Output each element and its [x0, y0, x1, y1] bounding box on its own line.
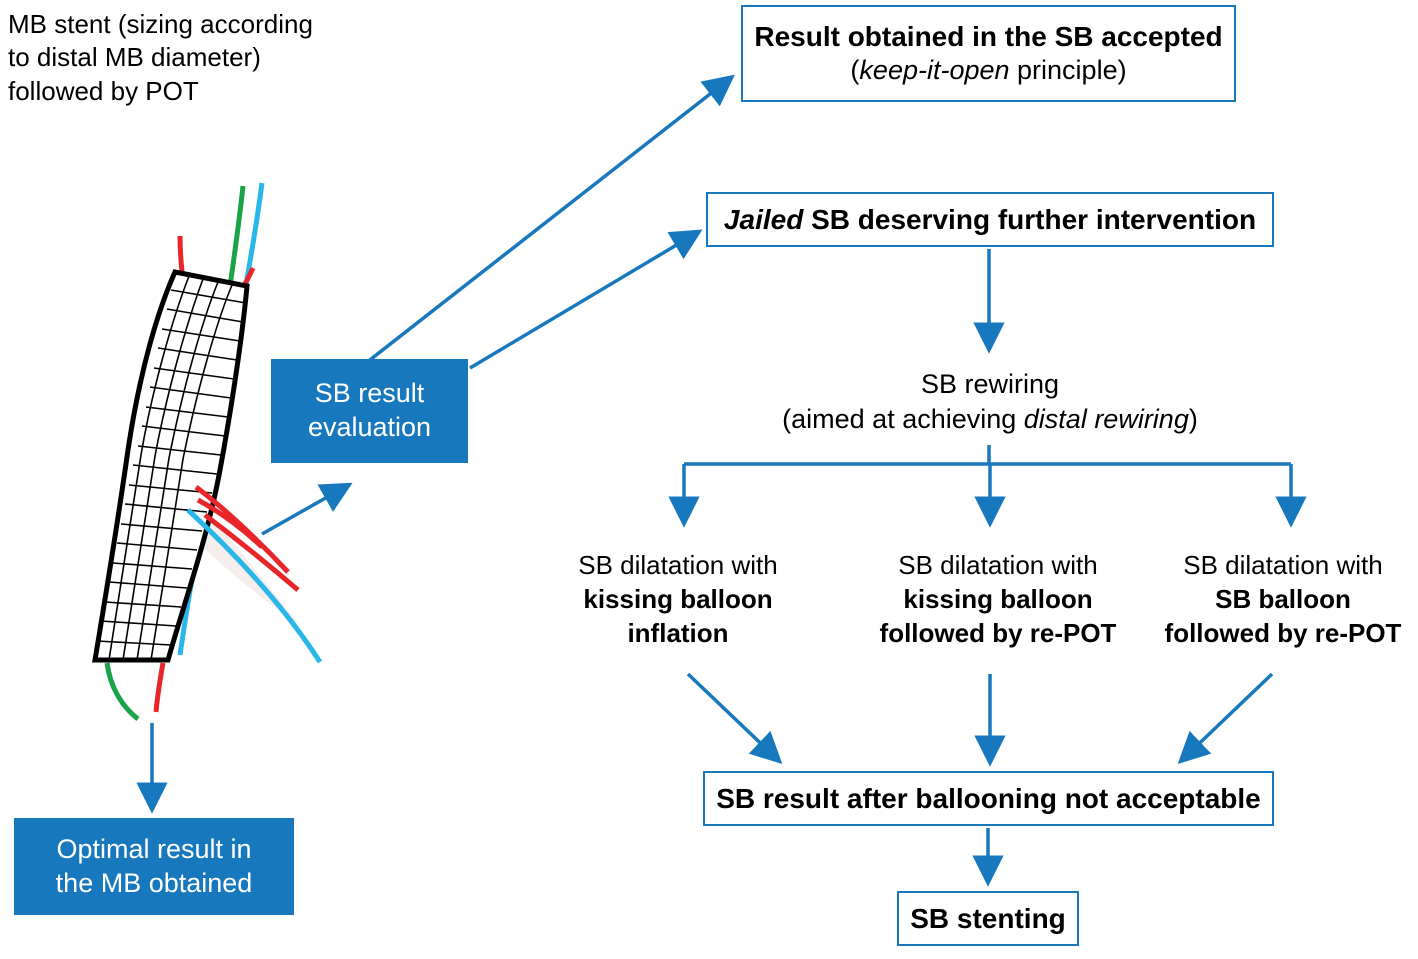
caption-line-3: followed by POT	[8, 75, 199, 106]
stent-mesh-horizontal	[97, 290, 246, 645]
arrow-illustration-to-eval	[262, 487, 345, 534]
sb-result-evaluation-line-2: evaluation	[307, 412, 432, 442]
branch-sb-dilatation-kissing-inflation	[553, 549, 803, 650]
arrow-branch3-to-notacceptable	[1184, 674, 1272, 758]
arrow-eval-to-accepted	[366, 80, 728, 363]
sb-stenting-text: SB stenting	[910, 902, 1066, 934]
green-wire-distal	[107, 663, 138, 719]
node-result-sb-accepted[interactable]	[741, 5, 1236, 102]
sb-accepted-rest: principle)	[1009, 55, 1127, 86]
branch-2-normal: SB dilatation with	[898, 550, 1098, 580]
rewiring-bracket	[684, 445, 1291, 464]
branch-sb-balloon-repot	[1152, 549, 1414, 650]
cyan-wire-upper	[180, 183, 262, 655]
red-wire-sb-3	[198, 500, 262, 547]
node-optimal-result-mb[interactable]	[14, 818, 294, 915]
node-sb-rewiring	[700, 367, 1280, 437]
branch-2-bold-line-1: kissing balloon	[903, 583, 1093, 614]
jailed-italic-word: Jailed	[723, 203, 804, 235]
sb-rewiring-line-2	[700, 402, 1280, 437]
branch-1-normal: SB dilatation with	[578, 550, 778, 580]
sb-accepted-sub-text	[754, 54, 1222, 87]
branch-3-bold-line-1: SB balloon	[1215, 583, 1351, 614]
caption-line-2: to distal MB diameter)	[8, 42, 261, 73]
branch-3-bold-line-2: followed by re-POT	[1164, 617, 1402, 648]
red-wire-sb-1	[196, 487, 288, 572]
green-wire-upper	[214, 186, 243, 392]
sb-result-evaluation-line-1: SB result	[314, 378, 425, 409]
optimal-result-line-2: the MB obtained	[55, 867, 253, 898]
optimal-result-line-1: Optimal result in	[56, 833, 252, 864]
red-wire-distal	[156, 663, 163, 712]
stent-outline	[95, 272, 247, 660]
node-sb-result-evaluation[interactable]	[271, 359, 468, 463]
arrow-eval-to-jailed	[470, 234, 695, 368]
node-jailed-sb[interactable]	[706, 192, 1274, 247]
caption-mb-stent	[8, 8, 368, 108]
red-wire-top-left	[180, 236, 182, 272]
stent-mesh-vertical	[109, 276, 232, 660]
caption-line-1: MB stent (sizing according	[8, 9, 313, 39]
sb-accepted-italic: keep-it-open	[859, 55, 1010, 86]
branch-sb-dilatation-kissing-repot	[848, 549, 1148, 650]
cyan-wire-sb	[188, 510, 320, 662]
branch-3-normal: SB dilatation with	[1183, 550, 1383, 580]
sb-rewiring-italic: distal rewiring	[1023, 404, 1189, 435]
branch-1-bold-line-1: kissing balloon	[583, 583, 773, 614]
sb-rewiring-line-1: SB rewiring	[920, 369, 1060, 399]
node-sb-result-not-acceptable[interactable]	[703, 771, 1274, 826]
node-sb-stenting[interactable]	[897, 891, 1079, 946]
red-wire-sb-2	[205, 515, 298, 590]
side-branch-shade	[184, 487, 300, 625]
arrow-branch1-to-notacceptable	[688, 674, 776, 758]
not-acceptable-text: SB result after ballooning not acceptable	[716, 782, 1261, 814]
red-wire-top-right	[238, 268, 253, 296]
sb-rewiring-suffix: )	[1188, 404, 1198, 435]
branch-2-bold-line-2: followed by re-POT	[879, 617, 1117, 648]
sb-rewiring-prefix: (aimed at achieving	[782, 404, 1024, 435]
jailed-rest-text: SB deserving further intervention	[803, 203, 1257, 235]
branch-1-bold-line-2: inflation	[627, 617, 729, 648]
sb-accepted-main-text: Result obtained in the SB accepted	[754, 20, 1223, 52]
sb-accepted-paren-open: (	[850, 55, 860, 86]
